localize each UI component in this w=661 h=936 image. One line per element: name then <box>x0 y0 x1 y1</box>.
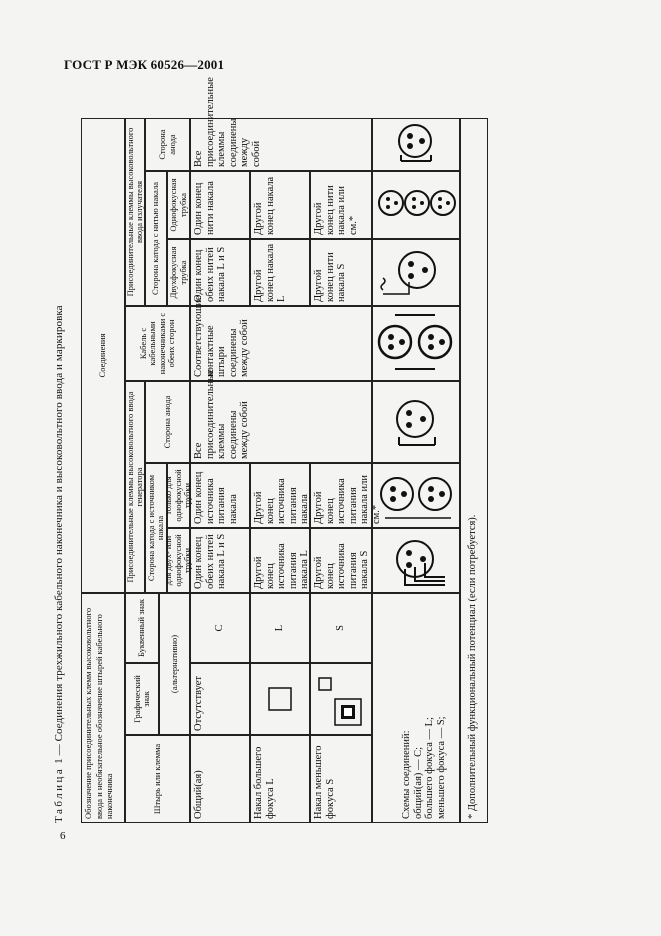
row-small-graphic <box>310 663 372 735</box>
tube-anode-text: Сторона анода <box>157 129 177 160</box>
scheme-line-common: общий(ая) — C; <box>412 746 424 819</box>
row-common-pin: Общий(ая) <box>190 735 250 823</box>
row-large-gen-two: Другой конец источника питания накала L <box>250 528 310 593</box>
small-focus-symbols <box>315 670 367 726</box>
diagram-tube-anode <box>372 118 460 171</box>
row-common-letter: C <box>190 593 250 663</box>
designation-text: Обозначение присоединительных клемм высоковольтного ввода и необязательное обозначение штырей кабельного наконечника <box>83 607 114 819</box>
row-large-letter: L <box>250 593 310 663</box>
gen-two-or-one-header <box>163 528 193 593</box>
pins-text: Штырь или клемма <box>151 743 162 815</box>
gen-anode-header <box>145 381 190 463</box>
row-large-tube-two: Другой конец накала L <box>250 239 310 306</box>
diagram-cable <box>372 306 460 381</box>
row-common-gen-two: Один конец обеих нитей накала L и S <box>190 528 250 593</box>
tube-anode-header <box>145 118 190 171</box>
generator-group-header <box>125 381 145 593</box>
rotated-table-area <box>53 77 545 823</box>
caption-prefix: Таблица <box>53 766 65 823</box>
row-small-gen-one: Другой конец источника питания накала или см.* <box>310 463 372 528</box>
scheme-line-large: большего фокуса — L; <box>424 717 435 819</box>
designation-header <box>81 593 125 823</box>
gen-cathode-text: Сторона катода с источником накала <box>145 474 165 582</box>
tube-cathode-text: Сторона катода с нитью накала <box>150 182 161 295</box>
generator-group-text: Присоединительные клеммы высоковольтного ввода генератора <box>124 391 144 583</box>
gen-two-or-one-text: для двух- или однофокусной трубки <box>163 534 193 587</box>
connector-diagram-icon <box>375 383 455 459</box>
cable-diagram-icon <box>375 307 455 377</box>
row-common-gen-one: Один конец источника питания накала <box>190 463 250 528</box>
tube-two-focus-header <box>167 239 190 306</box>
row-small-gen-two: Другой конец источника питания накала S <box>310 528 372 593</box>
graphic-header <box>125 663 159 735</box>
caption-text: — Соединения трехжильного кабельного наконечника и высоковольтного ввода и маркировка <box>53 305 65 756</box>
document-header: ГОСТ Р МЭК 60526—2001 <box>64 57 225 72</box>
graphic-text: Графический знак <box>131 675 151 723</box>
row-small-tube-two: Другой конец нити накала S <box>310 239 372 306</box>
connections-header <box>81 118 125 593</box>
pins-header <box>125 735 190 823</box>
row-common-graphic: Отсутствует <box>190 663 250 735</box>
diagram-gen-two <box>372 528 460 593</box>
row-common-tube-one: Один конец нити накала <box>190 171 250 239</box>
large-focus-symbol <box>265 684 295 714</box>
scheme-line-small: меньшего фокуса — S; <box>435 716 447 819</box>
letter-header <box>125 593 159 663</box>
cable-header <box>125 306 190 381</box>
gen-anode-text: Сторона анода <box>161 395 172 449</box>
table-caption <box>53 305 65 823</box>
diagram-tube-two <box>372 239 460 306</box>
connector-diagram-icon <box>375 173 455 235</box>
connector-diagram-icon <box>375 466 455 524</box>
gen-only-one-text: только для однофокусной трубки <box>163 469 193 522</box>
page-number: 6 <box>60 830 66 842</box>
letter-text: Буквенный знак <box>136 598 147 658</box>
row-cable: Соответствующие контактные штыри соединены между собой <box>190 306 372 381</box>
tube-one-focus-text: Однофокусная трубка <box>168 178 188 232</box>
diagram-tube-one <box>372 171 460 239</box>
connector-diagram-icon <box>375 240 455 302</box>
tube-two-focus-text: Двухфокусная трубка <box>168 246 188 299</box>
tube-one-focus-header <box>167 171 190 239</box>
row-small-letter: S <box>310 593 372 663</box>
gen-only-one-header <box>163 463 193 528</box>
row-large-pin: Накал большего фокуса L <box>250 735 310 823</box>
row-small-tube-one: Другой конец нити накала или см.* <box>310 171 372 239</box>
alternative-header <box>159 593 190 735</box>
caption-number: 1 <box>53 758 65 764</box>
alternative-text: (альтернативно) <box>168 634 179 694</box>
row-common-tube-two: Один конец обеих нитей накала L и S <box>190 239 250 306</box>
scheme-title: Схемы соединений: <box>401 730 412 819</box>
row-small-pin: Накал меньшего фокуса S <box>310 735 372 823</box>
diagram-gen-one <box>372 463 460 528</box>
scheme-legend <box>372 593 460 823</box>
connector-diagram-icon <box>375 119 455 167</box>
diagram-gen-anode <box>372 381 460 463</box>
connector-diagram-icon <box>375 531 455 589</box>
tube-group-header <box>125 118 145 306</box>
row-large-graphic <box>250 663 310 735</box>
row-gen-anode: Все присоединительные клеммы соединены между собой <box>190 381 372 463</box>
row-large-tube-one: Другой конец накала <box>250 171 310 239</box>
tube-group-text: Присоединительные клеммы высоковольтного ввода излучателя <box>124 127 144 297</box>
connections-text: Соединения <box>97 333 108 378</box>
tube-cathode-header <box>145 171 167 306</box>
row-tube-anode: Все присоединительные клеммы соединены между собой <box>190 118 372 171</box>
footnote: * Дополнительный функциональный потенциал (если потребуется). <box>460 118 488 823</box>
row-large-gen-one: Другой конец источника питания накала <box>250 463 310 528</box>
cable-text: Кабель с кабельными наконечниками с обеих сторон <box>137 312 176 375</box>
